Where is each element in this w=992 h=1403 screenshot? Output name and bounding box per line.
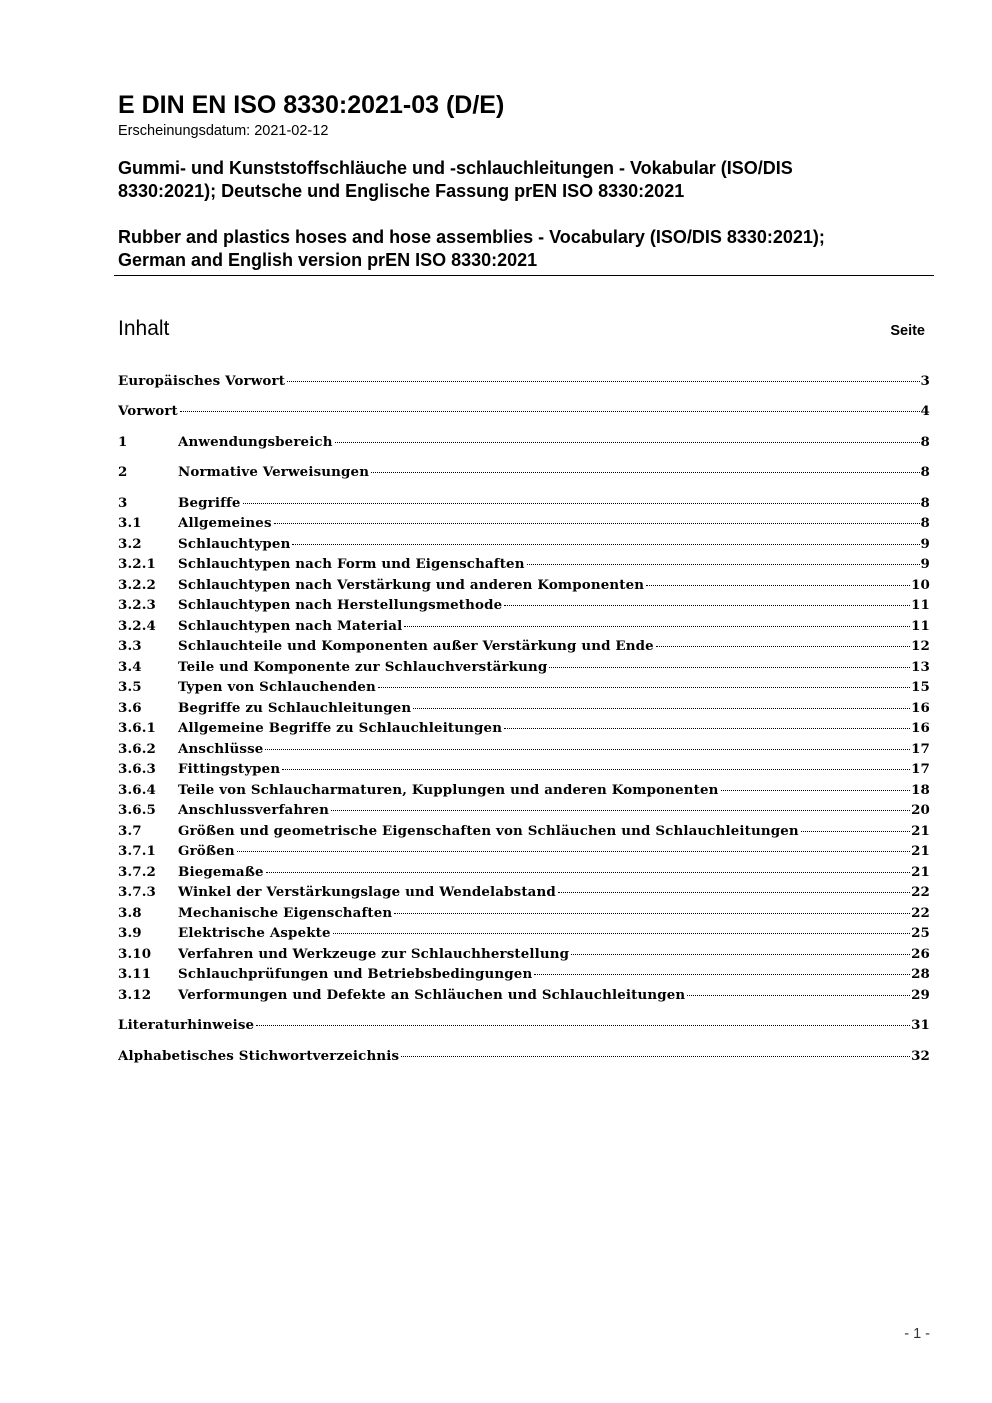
toc-entry-page: 17 [911, 741, 930, 757]
toc-entry-page: 22 [911, 905, 930, 921]
toc-entry-page: 32 [911, 1048, 930, 1064]
toc-entry[interactable] [118, 1047, 930, 1066]
toc-entry[interactable] [118, 883, 930, 902]
toc-entry-page: 15 [911, 679, 930, 695]
toc-entry-page: 13 [911, 659, 930, 675]
toc-entry-number: 3.1 [118, 515, 142, 531]
toc-entry-title: Begriffe zu Schlauchleitungen [178, 700, 412, 716]
title-german-line-1: Gummi- und Kunststoffschläuche und -schlauchleitungen - Vokabular (ISO/DIS [118, 158, 793, 178]
toc-entry-page: 20 [911, 802, 930, 818]
toc-dot-leader [534, 973, 910, 975]
toc-entry-title: Europäisches Vorwort [118, 373, 286, 389]
toc-entry[interactable] [118, 986, 930, 1005]
toc-entry-number: 3.6.5 [118, 802, 157, 818]
toc-entry-title: Verfahren und Werkzeuge zur Schlauchherstellung [178, 946, 570, 962]
toc-entry-title: Biegemaße [178, 864, 264, 880]
toc-entry-number: 3.6.1 [118, 720, 157, 736]
toc-entry-page: 25 [911, 925, 930, 941]
toc-entry-page: 9 [920, 556, 930, 572]
toc-entry[interactable] [118, 576, 930, 595]
toc-dot-leader [801, 830, 910, 832]
toc-entry-number: 2 [118, 464, 128, 480]
toc-dot-leader [331, 809, 910, 811]
toc-page-column-label: Seite [890, 323, 925, 339]
toc-entry[interactable] [118, 719, 930, 738]
toc-dot-leader [265, 748, 910, 750]
toc-entry-number: 3.5 [118, 679, 142, 695]
toc-entry-page: 31 [911, 1017, 930, 1033]
toc-entry[interactable] [118, 433, 930, 452]
toc-entry-title: Schlauchtypen nach Form und Eigenschaften [178, 556, 525, 572]
toc-entry-number: 3.12 [118, 987, 152, 1003]
toc-entry-page: 28 [911, 966, 930, 982]
toc-entry-number: 3.6.4 [118, 782, 157, 798]
toc-entry[interactable] [118, 372, 930, 391]
toc-dot-leader [549, 666, 910, 668]
toc-entry-number: 3.4 [118, 659, 142, 675]
toc-entry[interactable] [118, 463, 930, 482]
toc-entry-title: Teile von Schlaucharmaturen, Kupplungen und anderen Komponenten [178, 782, 719, 798]
toc-entry-page: 10 [911, 577, 930, 593]
toc-dot-leader [333, 932, 910, 934]
toc-dot-leader [527, 563, 920, 565]
toc-entry-page: 21 [911, 823, 930, 839]
toc-entry-title: Schlauchtypen nach Material [178, 618, 403, 634]
toc-entry-page: 21 [911, 864, 930, 880]
toc-entry-page: 11 [911, 618, 930, 634]
toc-dot-leader [558, 891, 910, 893]
toc-entry-number: 3.9 [118, 925, 142, 941]
toc-entry-title: Mechanische Eigenschaften [178, 905, 393, 921]
toc-entry-title: Anwendungsbereich [178, 434, 333, 450]
toc-dot-leader [504, 727, 910, 729]
toc-entry[interactable] [118, 1016, 930, 1035]
title-german-line-2: 8330:2021); Deutsche und Englische Fassung prEN ISO 8330:2021 [118, 181, 685, 201]
toc-entry[interactable] [118, 842, 930, 861]
toc-entry-number: 3.10 [118, 946, 152, 962]
toc-entry-number: 3.8 [118, 905, 142, 921]
toc-entry[interactable] [118, 617, 930, 636]
toc-entry-page: 22 [911, 884, 930, 900]
toc-entry-page: 4 [920, 403, 930, 419]
toc-entry[interactable] [118, 740, 930, 759]
toc-entry-page: 8 [920, 434, 930, 450]
toc-dot-leader [180, 410, 920, 412]
toc-dot-leader [656, 645, 910, 647]
toc-entry[interactable] [118, 658, 930, 677]
toc-entry-title: Normative Verweisungen [178, 464, 370, 480]
toc-entry-title: Alphabetisches Stichwortverzeichnis [118, 1048, 400, 1064]
toc-entry[interactable] [118, 514, 930, 533]
toc-entry-title: Schlauchtypen [178, 536, 291, 552]
toc-entry-title: Schlauchtypen nach Verstärkung und anderen Komponenten [178, 577, 645, 593]
toc-entry[interactable] [118, 596, 930, 615]
toc-dot-leader [237, 850, 910, 852]
toc-dot-leader [256, 1024, 910, 1026]
toc-entry-number: 1 [118, 434, 128, 450]
toc-entry[interactable] [118, 924, 930, 943]
toc-entry[interactable] [118, 965, 930, 984]
toc-entry-page: 11 [911, 597, 930, 613]
toc-entry-page: 8 [920, 515, 930, 531]
toc-entry-title: Allgemeines [178, 515, 272, 531]
document-id: E DIN EN ISO 8330:2021-03 (D/E) [118, 91, 505, 119]
toc-entry-title: Winkel der Verstärkungslage und Wendelabstand [178, 884, 556, 900]
toc-entry-title: Elektrische Aspekte [178, 925, 331, 941]
toc-entry[interactable] [118, 904, 930, 923]
toc-entry[interactable] [118, 535, 930, 554]
toc-entry-title: Größen [178, 843, 235, 859]
toc-entry-number: 3.2 [118, 536, 142, 552]
toc-dot-leader [274, 522, 920, 524]
toc-entry-title: Verformungen und Defekte an Schläuchen und Schlauchleitungen [178, 987, 686, 1003]
toc-entry-number: 3.7 [118, 823, 142, 839]
toc-entry-page: 12 [911, 638, 930, 654]
toc-dot-leader [266, 871, 910, 873]
toc-entry-title: Größen und geometrische Eigenschaften von Schläuchen und Schlauchleitungen [178, 823, 799, 839]
toc-dot-leader [401, 1055, 910, 1057]
toc-entry-title: Literaturhinweise [118, 1017, 255, 1033]
toc-entry[interactable] [118, 637, 930, 656]
toc-dot-leader [646, 584, 910, 586]
toc-entry[interactable] [118, 494, 930, 513]
toc-dot-leader [287, 380, 919, 382]
toc-dot-leader [292, 543, 919, 545]
toc-entry[interactable] [118, 801, 930, 820]
toc-entry-title: Teile und Komponente zur Schlauchverstärkung [178, 659, 548, 675]
toc-entry[interactable] [118, 555, 930, 574]
toc-dot-leader [282, 768, 910, 770]
toc-entry-page: 9 [920, 536, 930, 552]
toc-entry-number: 3.7.3 [118, 884, 157, 900]
toc-entry-page: 16 [911, 700, 930, 716]
toc-entry-page: 8 [920, 464, 930, 480]
toc-entry-title: Anschlussverfahren [178, 802, 329, 818]
toc-entry[interactable] [118, 760, 930, 779]
toc-entry-number: 3.2.2 [118, 577, 157, 593]
toc-entry-page: 3 [920, 373, 930, 389]
toc-entry-number: 3.2.1 [118, 556, 157, 572]
toc-dot-leader [378, 686, 910, 688]
toc-entry[interactable] [118, 822, 930, 841]
toc-entry-page: 16 [911, 720, 930, 736]
toc-entry-number: 3.11 [118, 966, 152, 982]
toc-entry[interactable] [118, 781, 930, 800]
toc-entry-title: Begriffe [178, 495, 241, 511]
table-of-contents [118, 0, 930, 1403]
toc-dot-leader [243, 502, 920, 504]
toc-dot-leader [721, 789, 911, 791]
issue-date: Erscheinungsdatum: 2021-02-12 [118, 123, 329, 139]
toc-entry[interactable] [118, 699, 930, 718]
toc-entry-page: 17 [911, 761, 930, 777]
toc-entry[interactable] [118, 678, 930, 697]
toc-entry-page: 18 [911, 782, 930, 798]
toc-entry-title: Allgemeine Begriffe zu Schlauchleitungen [178, 720, 503, 736]
toc-entry-title: Schlauchteile und Komponenten außer Verstärkung und Ende [178, 638, 654, 654]
toc-dot-leader [571, 953, 910, 955]
toc-entry-number: 3.3 [118, 638, 142, 654]
toc-entry-page: 8 [920, 495, 930, 511]
toc-entry-number: 3.2.3 [118, 597, 157, 613]
toc-entry-title: Anschlüsse [178, 741, 264, 757]
toc-entry-number: 3.6.3 [118, 761, 157, 777]
toc-entry[interactable] [118, 863, 930, 882]
title-english-line-2: German and English version prEN ISO 8330:2021 [118, 250, 538, 270]
toc-entry-title: Typen von Schlauchenden [178, 679, 376, 695]
toc-dot-leader [335, 441, 920, 443]
toc-dot-leader [504, 604, 910, 606]
toc-dot-leader [404, 625, 910, 627]
toc-entry-number: 3.6.2 [118, 741, 157, 757]
toc-dot-leader [413, 707, 910, 709]
toc-entry[interactable] [118, 402, 930, 421]
toc-entry-number: 3 [118, 495, 128, 511]
toc-entry-title: Vorwort [118, 403, 178, 419]
toc-entry-title: Fittingstypen [178, 761, 281, 777]
toc-entry-page: 26 [911, 946, 930, 962]
toc-dot-leader [371, 471, 919, 473]
toc-entry-number: 3.7.2 [118, 864, 157, 880]
toc-entry-number: 3.7.1 [118, 843, 157, 859]
toc-heading: Inhalt [118, 317, 170, 340]
footer-page-number: - 1 - [904, 1326, 930, 1342]
toc-entry-number: 3.2.4 [118, 618, 157, 634]
toc-entry-title: Schlauchprüfungen und Betriebsbedingungen [178, 966, 533, 982]
toc-entry-title: Schlauchtypen nach Herstellungsmethode [178, 597, 503, 613]
toc-dot-leader [687, 994, 910, 996]
toc-entry[interactable] [118, 945, 930, 964]
toc-dot-leader [394, 912, 910, 914]
toc-entry-page: 29 [911, 987, 930, 1003]
title-english-line-1: Rubber and plastics hoses and hose assemblies - Vocabulary (ISO/DIS 8330:2021); [118, 227, 825, 247]
toc-entry-page: 21 [911, 843, 930, 859]
toc-entry-number: 3.6 [118, 700, 142, 716]
